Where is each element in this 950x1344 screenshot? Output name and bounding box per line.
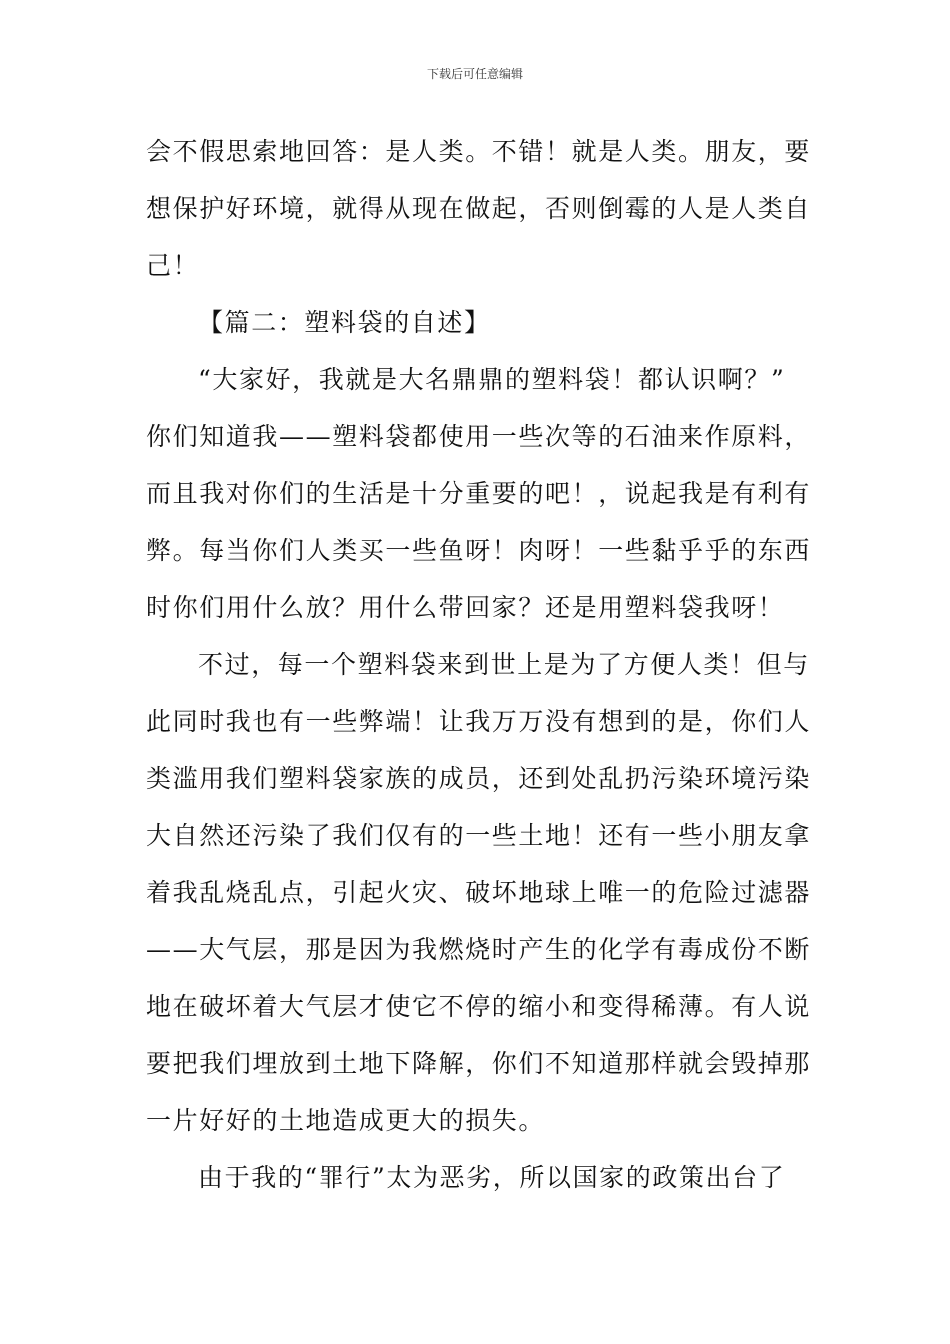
text-line: 而且我对你们的生活是十分重要的吧！，说起我是有利有 <box>146 479 812 508</box>
text-line: 大自然还污染了我们仅有的一些土地！还有一些小朋友拿 <box>146 821 812 850</box>
section-title: 【篇二：塑料袋的自述】 <box>198 308 491 337</box>
text-line: 此同时我也有一些弊端！让我万万没有想到的是，你们人 <box>146 707 812 736</box>
text-line: 要把我们埋放到土地下降解，你们不知道那样就会毁掉那 <box>146 1049 812 1078</box>
text-line: 你们知道我——塑料袋都使用一些次等的石油来作原料， <box>146 422 812 451</box>
text-line: 时你们用什么放？用什么带回家？还是用塑料袋我呀！ <box>146 593 785 622</box>
text-line: 不过，每一个塑料袋来到世上是为了方便人类！但与 <box>198 650 810 679</box>
text-line: 想保护好环境，就得从现在做起，否则倒霉的人是人类自 <box>146 194 812 223</box>
text-line: 弊。每当你们人类买一些鱼呀！肉呀！一些黏乎乎的东西 <box>146 536 812 565</box>
text-line: 地在破坏着大气层才使它不停的缩小和变得稀薄。有人说 <box>146 992 812 1021</box>
text-line: ——大气层，那是因为我燃烧时产生的化学有毒成份不断 <box>146 935 812 964</box>
page-header: 下载后可任意编辑 <box>426 67 523 81</box>
text-line: 一片好好的土地造成更大的损失。 <box>146 1106 546 1135</box>
text-line: 着我乱烧乱点，引起火灾、破坏地球上唯一的危险过滤器 <box>146 878 812 907</box>
text-line: 类滥用我们塑料袋家族的成员，还到处乱扔污染环境污染 <box>146 764 812 793</box>
text-line: 由于我的“罪行”太为恶劣，所以国家的政策出台了 <box>198 1163 786 1192</box>
document-body <box>146 130 810 1213</box>
text-line: 己！ <box>146 251 200 280</box>
text-line: 会不假思索地回答：是人类。不错！就是人类。朋友，要 <box>146 137 812 166</box>
text-line: “大家好，我就是大名鼎鼎的塑料袋！都认识啊？” <box>198 365 786 394</box>
